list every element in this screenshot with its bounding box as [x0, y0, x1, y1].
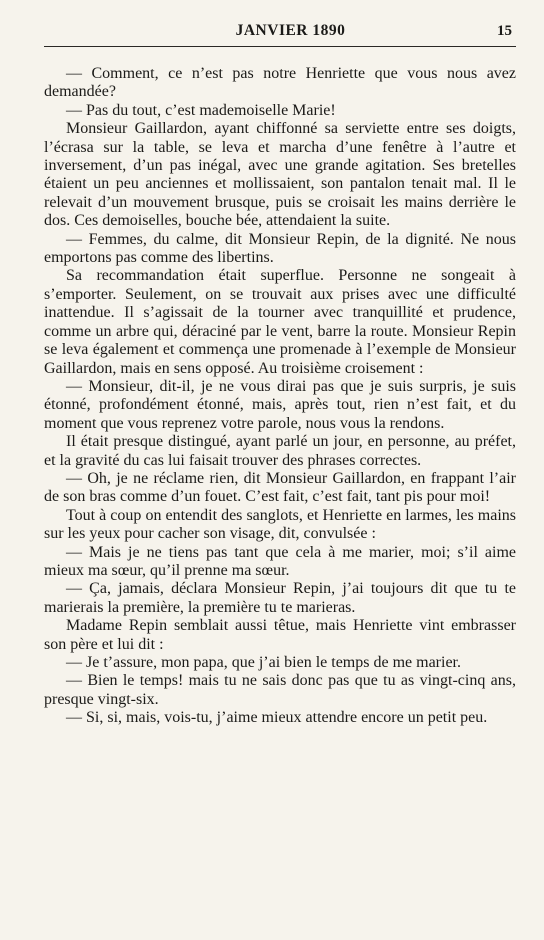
page-number: 15: [497, 23, 512, 39]
paragraph: — Je t’assure, mon papa, que j’ai bien le temps de me marier.: [66, 654, 461, 671]
paragraph: — Ça, jamais, déclara Monsieur Repin, j’ai toujours dit que tu te marierais la première, la première tu te marieras.: [44, 580, 516, 616]
paragraph: Tout à coup on entendit des sanglots, et Henriette en larmes, les mains sur les yeux pour cacher son visage, dit, convulsée :: [44, 506, 516, 543]
paragraph: — Mais je ne tiens pas tant que cela à me marier, moi; s’il aime mieux ma sœur, qu’il prenne ma sœur.: [44, 543, 516, 579]
paragraph: — Bien le temps! mais tu ne sais donc pas que tu as vingt-cinq ans, presque vingt-six.: [44, 672, 516, 708]
paragraph: — Oh, je ne réclame rien, dit Monsieur Gaillardon, en frappant l’air de son bras comme d’un fouet. C’est fait, c’est fait, tant pis pour moi!: [44, 469, 516, 506]
paragraph: Il était presque distingué, ayant parlé un jour, en personne, au préfet, et la gravité du cas lui faisait trouver des phrases correctes.: [44, 433, 516, 469]
running-title: JANVIER 1890: [235, 22, 346, 39]
paragraph: — Comment, ce n’est pas notre Henriette que vous nous avez demandée?: [44, 65, 516, 101]
paragraph: — Monsieur, dit-il, je ne vous dirai pas que je suis surpris, je suis étonné, profondément étonné, mais, après tout, rien n’est fait, et du moment que vous reprenez votre parole, nous vous la rendons.: [44, 377, 516, 432]
paragraph: — Si, si, mais, vois-tu, j’aime mieux attendre encore un petit peu.: [66, 709, 488, 727]
paragraph: — Femmes, du calme, dit Monsieur Repin, de la dignité. Ne nous emportons pas comme des libertins.: [44, 230, 516, 267]
page-header: [44, 22, 516, 47]
paragraph: — Pas du tout, c’est mademoiselle Marie!: [66, 101, 336, 119]
paragraph: Sa recommandation était superflue. Personne ne songeait à s’emporter. Seulement, on se trouvait aux prises avec une difficulté inattendue. Il s’agissait de la tourner avec tranquillité et prudence, comme un arbre qui, déraciné par le vent, barre la route. Monsieur Repin se leva également et commença une promenade à l’exemple de Monsieur Gaillardon, mais en sens opposé. Au troisième croisement :: [44, 267, 516, 377]
paragraph: Monsieur Gaillardon, ayant chiffonné sa serviette entre ses doigts, l’écrasa sur la table, se leva et marcha d’une fenêtre à l’autre et inversement, d’un pas inégal, avec une grande agitation. Ses bretelles étaient un peu anciennes et mollissaient, son pantalon tenait mal. Il le relevait d’un mouvement brusque, puis se croisait les mains derrière le dos. Ces demoiselles, bouche bée, attendaient la suite.: [44, 120, 516, 230]
paragraph: Madame Repin semblait aussi têtue, mais Henriette vint embrasser son père et lui dit :: [44, 617, 516, 653]
page-body: [44, 65, 516, 728]
